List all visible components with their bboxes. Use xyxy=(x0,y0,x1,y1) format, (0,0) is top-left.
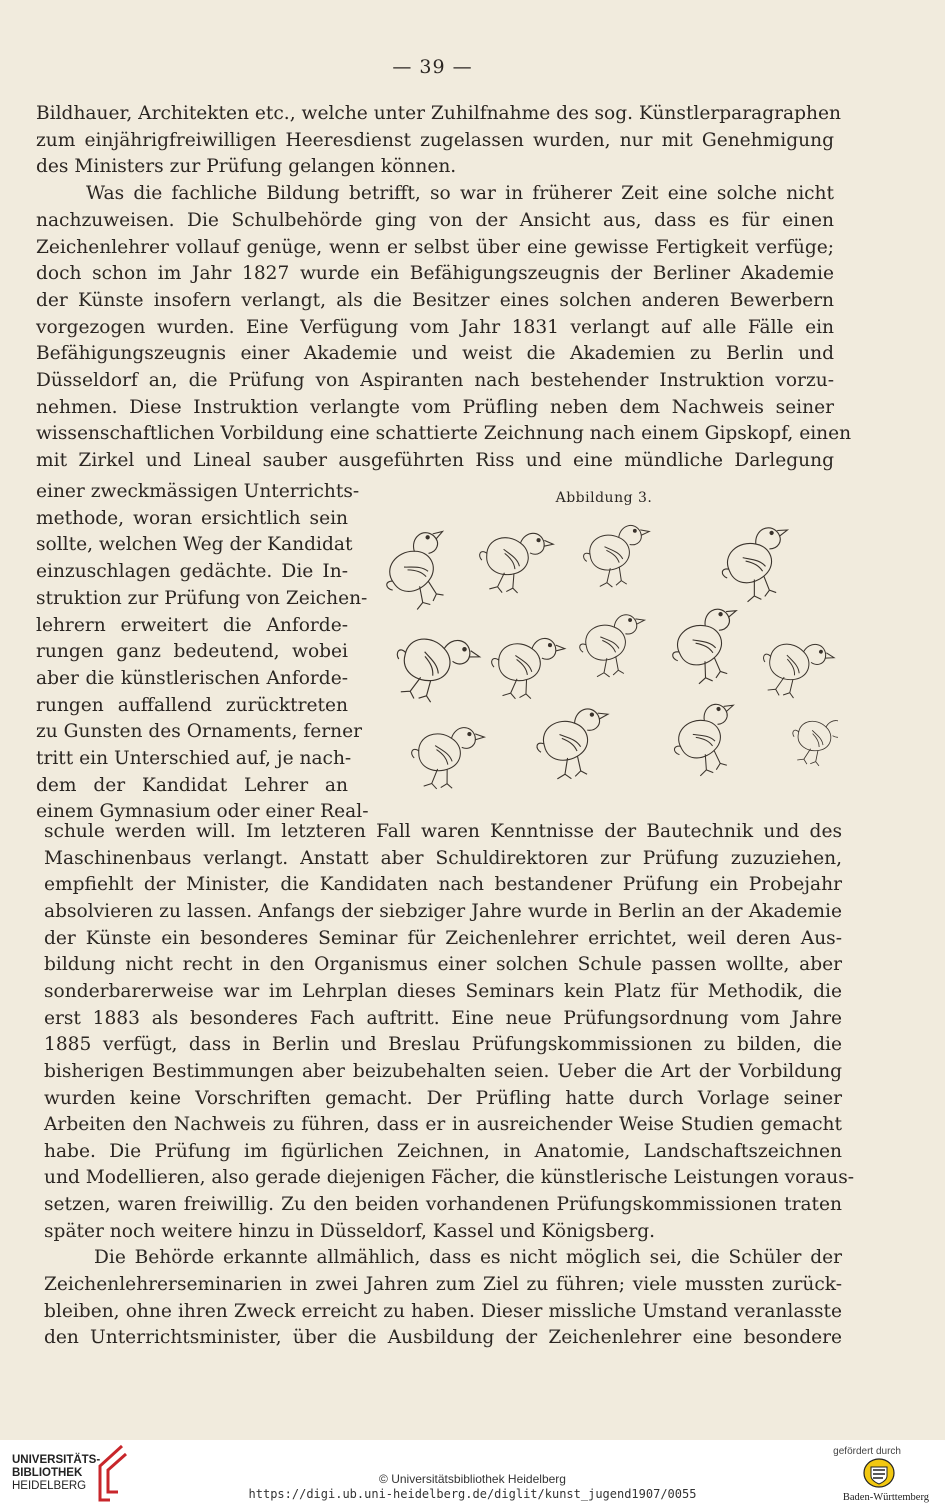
text-line: sonderbarerweise war im Lehrplan dieses Seminars kein Platz für Methodik, die xyxy=(44,980,842,1002)
text-line: struktion zur Prüfung von Zeichen- xyxy=(36,587,368,609)
chick-sketch xyxy=(534,707,613,781)
chick-sketch xyxy=(665,699,751,782)
text-line: zu Gunsten des Ornaments, ferner xyxy=(36,721,363,743)
text-line: habe. Die Prüfung im figürlichen Zeichnen, in Anatomie, Landschaftszeichnen xyxy=(44,1140,842,1162)
text-line: wurden keine Vorschriften gemacht. Der Prüfling hatte durch Vorlage seiner xyxy=(44,1087,842,1109)
sponsor-label: gefördert durch xyxy=(833,1446,901,1457)
text-line: Zeichenlehrer vollauf genüge, wenn er selbst über eine gewisse Fertigkeit verfüge; xyxy=(36,236,834,258)
text-line: aber die künstlerischen Anforde- xyxy=(36,667,348,689)
text-line: zum einjährigfreiwilligen Heeresdienst zugelassen wurden, nur mit Genehmigung xyxy=(36,129,834,151)
chick-sketch xyxy=(583,525,650,587)
chick-sketches-illustration xyxy=(370,512,838,802)
text-line: sollte, welchen Weg der Kandidat xyxy=(36,534,353,556)
sponsor-name: Baden-Württemberg xyxy=(842,1492,929,1503)
text-line: Arbeiten den Nachweis zu führen, dass er in ausreichender Weise Studien gemacht xyxy=(44,1114,842,1136)
footer xyxy=(0,1440,945,1508)
library-name-line1: UNIVERSITÄTS- xyxy=(12,1454,101,1466)
text-line: rungen auffallend zurücktreten xyxy=(36,694,348,716)
text-line: Maschinenbaus verlangt. Anstatt aber Schuldirektoren zur Prüfung zuzuziehen, xyxy=(44,847,842,869)
text-line: absolvieren zu lassen. Anfangs der siebziger Jahre wurde in Berlin an der Akademie xyxy=(44,900,842,922)
chick-sketch xyxy=(383,620,482,716)
text-line: bleiben, ohne ihren Zweck erreicht zu haben. Dieser missliche Umstand veranlasste xyxy=(44,1300,842,1322)
figure-caption: Abbildung 3. xyxy=(555,490,653,506)
chick-sketch xyxy=(373,525,468,618)
text-line: Was die fachliche Bildung betrifft, so war in früherer Zeit eine solche nicht xyxy=(86,183,834,205)
library-name-line2: BIBLIOTHEK xyxy=(12,1467,83,1479)
copyright-notice: © Universitätsbibliothek Heidelberg xyxy=(379,1472,566,1486)
text-line: doch schon im Jahr 1827 wurde ein Befähigungszeugnis der Berliner Akademie xyxy=(36,263,834,285)
text-line: den Unterrichtsminister, über die Ausbildung der Zeichenlehrer eine besondere xyxy=(44,1327,842,1349)
chick-sketch xyxy=(473,523,555,601)
text-line: tritt ein Unterschied auf, je nach- xyxy=(36,748,352,769)
text-line: setzen, waren freiwillig. Zu den beiden vorhandenen Prüfungskommissionen traten xyxy=(44,1194,842,1216)
text-line: Düsseldorf an, die Prüfung von Aspiranten nach bestehender Instruktion vorzu- xyxy=(36,370,834,391)
permalink-url[interactable]: https://digi.ub.uni-heidelberg.de/diglit/kunst_jugend1907/0055 xyxy=(248,1487,697,1501)
text-line: Die Behörde erkannte allmählich, dass es nicht möglich sei, die Schüler der xyxy=(94,1247,842,1269)
chick-sketch xyxy=(753,628,837,709)
chick-sketch xyxy=(486,630,566,706)
text-line: einzuschlagen gedächte. Die In- xyxy=(36,561,348,583)
text-line: empfiehlt der Minister, die Kandidaten nach bestandener Prüfung ein Probejahr xyxy=(44,874,842,896)
text-line: methode, woran ersichtlich sein xyxy=(36,507,348,529)
text-line: der Künste insofern verlangt, als die Besitzer eines solchen anderen Bewerbern xyxy=(36,289,834,311)
text-line: bisherigen Bestimmungen aber beizubehalten seien. Ueber die Art der Vorbildung xyxy=(44,1060,842,1082)
text-line: einem Gymnasium oder einer Real- xyxy=(36,801,369,823)
chick-sketch xyxy=(664,604,753,690)
text-line: erst 1883 als besonderes Fach auftritt. Eine neue Prüfungsordnung vom Jahre xyxy=(44,1007,842,1029)
text-line: dem der Kandidat Lehrer an xyxy=(36,774,348,796)
text-line: bildung nicht recht in den Organismus einer solchen Schule passen wollte, aber xyxy=(44,954,842,976)
text-line: 1885 verfügt, dass in Berlin und Breslau Prüfungskommissionen zu bilden, die xyxy=(44,1034,842,1056)
baden-wuerttemberg-crest-icon xyxy=(862,1457,896,1489)
text-line: und Modellieren, also gerade diejenigen Fächer, die künstlerische Leistungen voraus- xyxy=(44,1167,855,1189)
figure-abbildung-3 xyxy=(366,490,842,805)
chick-sketch xyxy=(407,721,485,795)
text-line: Zeichenlehrerseminarien in zwei Jahren zum Ziel zu führen; viele mussten zurück- xyxy=(44,1274,842,1296)
text-line: schule werden will. Im letzteren Fall waren Kenntnisse der Bautechnik und des xyxy=(44,821,842,842)
text-line: der Künste ein besonderes Seminar für Zeichenlehrer errichtet, weil deren Aus- xyxy=(44,927,842,949)
text-line: vorgezogen wurden. Eine Verfügung vom Jahr 1831 verlangt auf alle Fälle ein xyxy=(36,316,834,338)
text-line: später noch weitere hinzu in Düsseldorf, Kassel und Königsberg. xyxy=(44,1220,656,1242)
chick-sketch xyxy=(785,708,838,774)
text-line: rungen ganz bedeutend, wobei xyxy=(36,641,348,663)
text-line: des Ministers zur Prüfung gelangen können. xyxy=(36,156,457,178)
text-line: mit Zirkel und Lineal sauber ausgeführten Riss und eine mündliche Darlegung xyxy=(36,450,834,472)
text-line: einer zweckmässigen Unterrichts- xyxy=(36,481,360,502)
text-line: lehrern erweitert die Anforde- xyxy=(36,614,348,636)
text-line: nachzuweisen. Die Schulbehörde ging von der Ansicht aus, dass es für einen xyxy=(36,209,834,231)
chick-sketch xyxy=(578,614,647,679)
page-number: — 39 — xyxy=(392,56,473,78)
library-name-line3: HEIDELBERG xyxy=(12,1480,87,1492)
text-line: wissenschaftlichen Vorbildung eine schattierte Zeichnung nach einem Gipskopf, einen xyxy=(36,423,852,445)
chick-sketch xyxy=(714,523,802,607)
text-line: Befähigungszeugnis einer Akademie und weist die Akademien zu Berlin und xyxy=(36,343,834,365)
text-line: Bildhauer, Architekten etc., welche unter Zuhilfnahme des sog. Künstlerparagraphen xyxy=(36,103,841,124)
text-line: nehmen. Diese Instruktion verlangte vom Prüfling neben dem Nachweis seiner xyxy=(36,396,834,418)
